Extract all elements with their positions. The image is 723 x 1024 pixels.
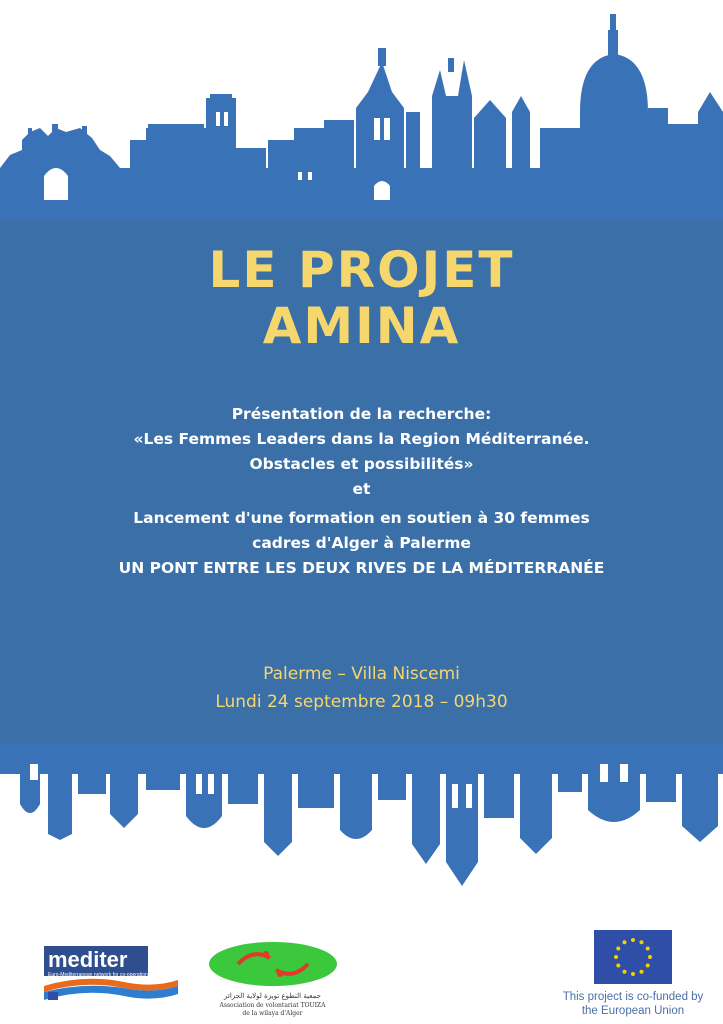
eu-star — [616, 964, 620, 968]
touiza-french-name-line1: Association de volontariat TOUIZA — [219, 1002, 326, 1009]
eu-star — [648, 955, 652, 959]
mediter-logo-tagline: Euro-Mediterranean network for co-operation — [48, 972, 148, 978]
eu-cofunded-text-line2: the European Union — [581, 1005, 685, 1017]
eu-star — [646, 947, 650, 951]
project-title-line2: AMINA — [262, 297, 461, 355]
eu-star — [631, 972, 635, 976]
subtitle-line-3: Obstacles et possibilités» — [249, 455, 474, 473]
touiza-logo — [208, 940, 338, 990]
skyline-top-silhouette — [0, 0, 723, 222]
eu-star — [640, 940, 644, 944]
venue-place: Palerme – Villa Niscemi — [263, 664, 460, 684]
eu-star — [616, 947, 620, 951]
subtitle-line-2: «Les Femmes Leaders dans la Region Méditerranée. — [133, 430, 590, 448]
touiza-arabic-name: جمعية التطوع تويزة لولاية الجزائر — [224, 992, 321, 1000]
subtitle-line-4: et — [352, 480, 371, 498]
eu-star — [631, 938, 635, 942]
subtitle-line-6: cadres d'Alger à Palerme — [252, 534, 471, 552]
project-title-line1: LE PROJET — [208, 241, 515, 299]
eu-star — [623, 970, 627, 974]
mediter-logo-name: mediter — [48, 947, 128, 972]
eu-flag-icon — [594, 930, 672, 984]
eu-cofunded-text-line1: This project is co-funded by — [562, 991, 704, 1003]
subtitle-line-7: UN PONT ENTRE LES DEUX RIVES DE LA MÉDITERRANÉE — [118, 559, 605, 577]
subtitle-line-5: Lancement d'une formation en soutien à 30 femmes — [133, 509, 590, 527]
skyline-bottom-silhouette — [0, 744, 723, 894]
eu-star — [646, 964, 650, 968]
eu-star — [623, 940, 627, 944]
eu-star — [614, 955, 618, 959]
subtitle-line-1: Présentation de la recherche: — [231, 405, 492, 423]
eu-star — [640, 970, 644, 974]
venue-date: Lundi 24 septembre 2018 – 09h30 — [215, 692, 508, 712]
touiza-french-name-line2: de la wilaya d'Alger — [242, 1010, 303, 1017]
